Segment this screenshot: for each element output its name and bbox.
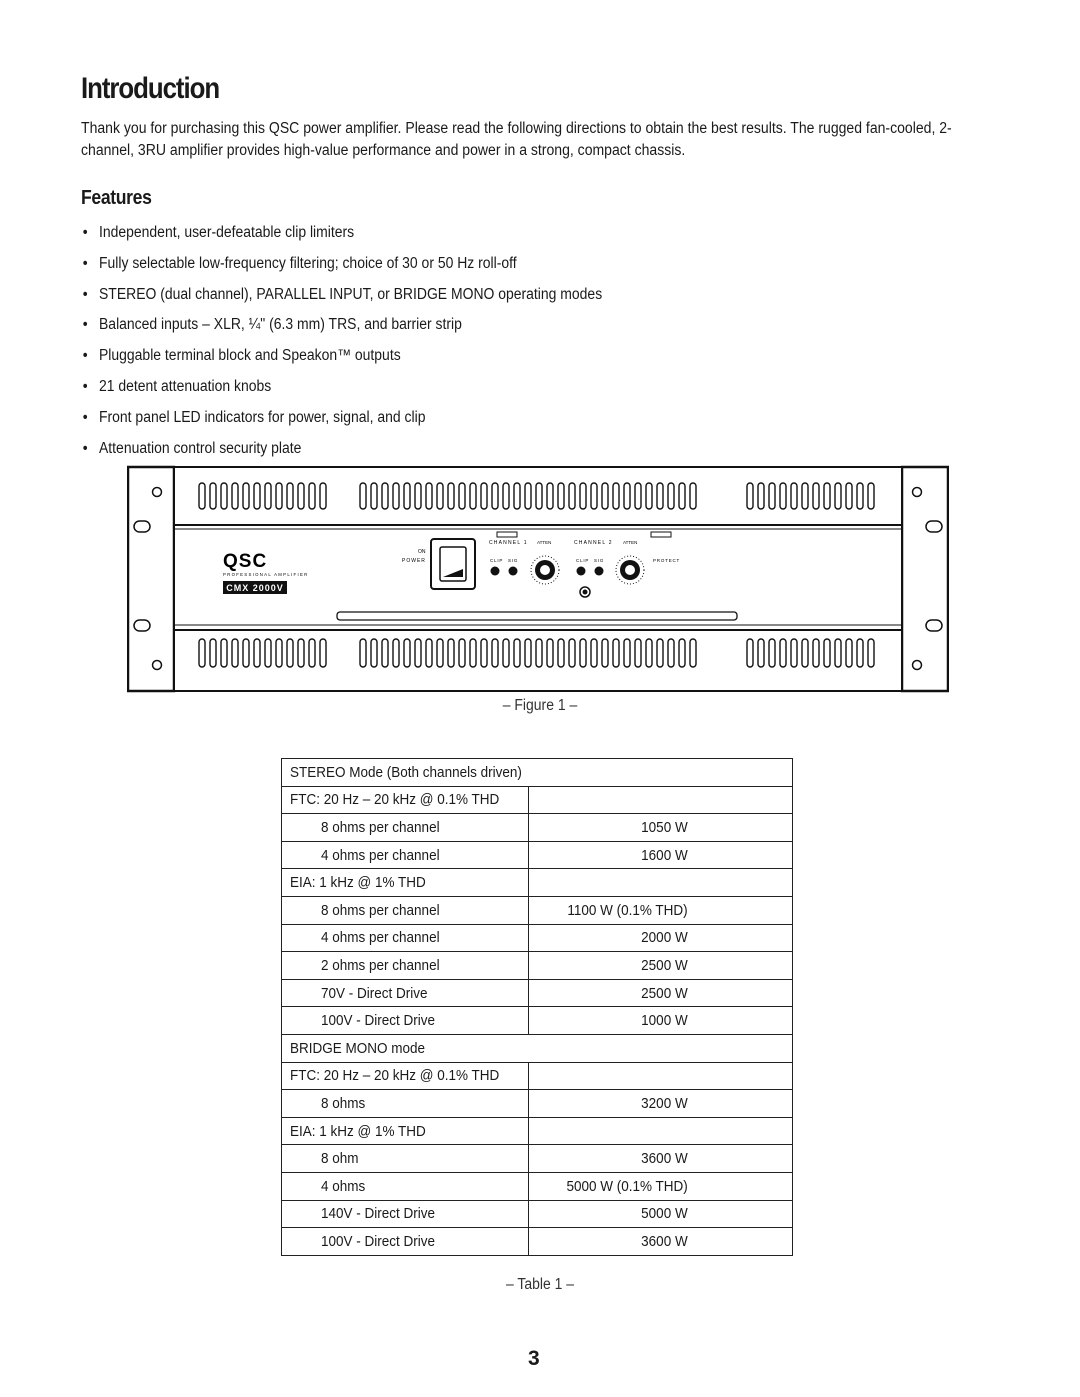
- vent-slot: [415, 483, 421, 509]
- vent-slot: [679, 639, 685, 667]
- vent-slot: [265, 639, 271, 667]
- vent-slot: [802, 639, 808, 667]
- vent-slot: [503, 483, 509, 509]
- vent-slot: [657, 483, 663, 509]
- clip-led-icon: [491, 567, 500, 576]
- table-row: [282, 979, 793, 1007]
- vent-slot: [780, 639, 786, 667]
- vent-slot: [393, 639, 399, 667]
- section-heading: STEREO Mode (Both channels driven): [282, 759, 793, 787]
- model-label: CMX 2000V: [226, 583, 284, 593]
- vent-slot: [635, 639, 641, 667]
- brand-logo: QSC: [223, 551, 268, 572]
- svg-text:CHANNEL 1: CHANNEL 1: [489, 540, 528, 546]
- vent-slot: [415, 639, 421, 667]
- vent-slot: [320, 639, 326, 667]
- vent-slot: [254, 639, 260, 667]
- vent-slot: [580, 639, 586, 667]
- vent-slot: [536, 483, 542, 509]
- table-section-header: [282, 759, 793, 787]
- empty-cell: [529, 869, 793, 897]
- svg-text:SIG: SIG: [508, 558, 519, 563]
- vent-slot: [747, 639, 753, 667]
- vent-slot: [492, 639, 498, 667]
- vent-slot: [382, 639, 388, 667]
- list-item: • 21 detent attenuation knobs: [81, 375, 602, 406]
- section-heading: BRIDGE MONO mode: [282, 1034, 793, 1062]
- condition-label: EIA: 1 kHz @ 1% THD: [282, 869, 529, 897]
- vent-slot: [393, 483, 399, 509]
- list-item: • Fully selectable low-frequency filtering; choice of 30 or 50 Hz roll-off: [81, 252, 602, 283]
- table-condition-row: [282, 869, 793, 897]
- load-label: 8 ohms: [282, 1090, 529, 1118]
- vent-slot: [437, 639, 443, 667]
- vent-slot: [780, 483, 786, 509]
- vent-slot: [309, 639, 315, 667]
- vent-slot: [569, 483, 575, 509]
- svg-text:POWER: POWER: [402, 558, 426, 564]
- vent-slot: [635, 483, 641, 509]
- vent-slot: [360, 639, 366, 667]
- list-item: • Attenuation control security plate: [81, 437, 602, 468]
- vent-slot: [232, 639, 238, 667]
- load-label: 8 ohm: [282, 1145, 529, 1173]
- svg-text:SIG: SIG: [594, 558, 605, 563]
- vent-slot: [624, 483, 630, 509]
- vent-slot: [320, 483, 326, 509]
- amplifier-figure: [127, 465, 949, 693]
- vent-slot: [668, 639, 674, 667]
- signal-led-icon: [509, 567, 518, 576]
- vent-slot: [536, 639, 542, 667]
- table-row: [282, 1090, 793, 1118]
- vent-slot: [657, 639, 663, 667]
- empty-cell: [529, 786, 793, 814]
- table-condition-row: [282, 1062, 793, 1090]
- table-row: [282, 924, 793, 952]
- table-row: [282, 1228, 793, 1256]
- vent-slot: [514, 639, 520, 667]
- vent-slot: [298, 639, 304, 667]
- load-label: 2 ohms per channel: [282, 952, 529, 980]
- vent-slot: [802, 483, 808, 509]
- condition-label: EIA: 1 kHz @ 1% THD: [282, 1117, 529, 1145]
- vent-slot: [547, 639, 553, 667]
- vent-slot: [481, 639, 487, 667]
- table-row: [282, 896, 793, 924]
- vent-slot: [298, 483, 304, 509]
- power-value: 2000 W: [529, 924, 793, 952]
- list-item: • Pluggable terminal block and Speakon™ outputs: [81, 344, 602, 375]
- front-handle: [337, 612, 737, 620]
- vent-slot: [835, 639, 841, 667]
- power-value: 2500 W: [529, 979, 793, 1007]
- svg-text:PROTECT: PROTECT: [653, 558, 681, 563]
- table-row: [282, 952, 793, 980]
- table-row: [282, 1145, 793, 1173]
- table-section-header: [282, 1034, 793, 1062]
- amplifier-front-panel: [127, 465, 949, 693]
- svg-text:ATTEN: ATTEN: [623, 540, 638, 545]
- vent-slot: [769, 483, 775, 509]
- vent-slot: [690, 483, 696, 509]
- vent-slot: [758, 639, 764, 667]
- left-rack-ear: [128, 467, 174, 691]
- features-list: [81, 221, 660, 467]
- vent-slot: [602, 639, 608, 667]
- vent-slot: [857, 483, 863, 509]
- vent-slot: [309, 483, 315, 509]
- vent-slot: [569, 639, 575, 667]
- list-item: • Front panel LED indicators for power, signal, and clip: [81, 406, 602, 437]
- vent-slot: [791, 639, 797, 667]
- vent-slot: [558, 483, 564, 509]
- vent-slot: [868, 639, 874, 667]
- vent-slot: [591, 639, 597, 667]
- vent-slot: [668, 483, 674, 509]
- vent-slot: [747, 483, 753, 509]
- vent-slot: [758, 483, 764, 509]
- svg-text:ATTEN: ATTEN: [537, 540, 552, 545]
- page-number: 3: [528, 1347, 540, 1370]
- vent-slot: [857, 639, 863, 667]
- power-value: 5000 W: [529, 1200, 793, 1228]
- vent-slot: [846, 483, 852, 509]
- vent-slot: [199, 483, 205, 509]
- vent-slot: [287, 483, 293, 509]
- vent-slot: [470, 639, 476, 667]
- vent-slot: [547, 483, 553, 509]
- vent-slot: [769, 639, 775, 667]
- list-item: • STEREO (dual channel), PARALLEL INPUT, or BRIDGE MONO operating modes: [81, 283, 602, 314]
- svg-text:CLIP: CLIP: [576, 558, 590, 563]
- table-row: [282, 1200, 793, 1228]
- vent-slot: [835, 483, 841, 509]
- vent-slot: [791, 483, 797, 509]
- power-value: 1050 W: [529, 814, 793, 842]
- svg-text:CHANNEL 2: CHANNEL 2: [574, 540, 613, 546]
- vent-slot: [824, 639, 830, 667]
- vent-slot: [371, 639, 377, 667]
- vent-slot: [868, 483, 874, 509]
- load-label: 100V - Direct Drive: [282, 1007, 529, 1035]
- vent-slot: [360, 483, 366, 509]
- vent-slot: [525, 639, 531, 667]
- vent-slot: [824, 483, 830, 509]
- vent-slot: [243, 639, 249, 667]
- vent-slot: [243, 483, 249, 509]
- load-label: 4 ohms per channel: [282, 841, 529, 869]
- vent-slot: [426, 483, 432, 509]
- vent-slot: [448, 483, 454, 509]
- load-label: 8 ohms per channel: [282, 814, 529, 842]
- load-label: 100V - Direct Drive: [282, 1228, 529, 1256]
- list-item: • Balanced inputs – XLR, ¼" (6.3 mm) TRS, and barrier strip: [81, 313, 602, 344]
- vent-slot: [459, 639, 465, 667]
- table-row: [282, 841, 793, 869]
- vent-slot: [624, 639, 630, 667]
- list-item: • Independent, user-defeatable clip limiters: [81, 221, 602, 252]
- vent-slot: [646, 639, 652, 667]
- load-label: 4 ohms per channel: [282, 924, 529, 952]
- vent-slot: [287, 639, 293, 667]
- power-value: 1000 W: [529, 1007, 793, 1035]
- spec-table: [281, 758, 793, 1256]
- vent-slot: [199, 639, 205, 667]
- vent-slot: [813, 639, 819, 667]
- load-label: 8 ohms per channel: [282, 896, 529, 924]
- table-row: [282, 1172, 793, 1200]
- condition-label: FTC: 20 Hz – 20 kHz @ 0.1% THD: [282, 1062, 529, 1090]
- vent-slot: [382, 483, 388, 509]
- vent-slot: [580, 483, 586, 509]
- vent-slot: [503, 639, 509, 667]
- svg-text:PROFESSIONAL AMPLIFIER: PROFESSIONAL AMPLIFIER: [223, 572, 309, 577]
- vent-slot: [210, 639, 216, 667]
- vent-slot: [276, 483, 282, 509]
- intro-paragraph: Thank you for purchasing this QSC power amplifier. Please read the following directions to obtain the best results. The rugged fan-cooled, 2-channel, 3RU amplifier provides high-value performance and power in a strong, compact chassis.: [81, 120, 952, 159]
- vent-slot: [232, 483, 238, 509]
- vent-slot: [210, 483, 216, 509]
- vent-slot: [646, 483, 652, 509]
- figure-caption: – Figure 1 –: [502, 697, 578, 714]
- table-caption: – Table 1 –: [505, 1276, 575, 1293]
- vent-slot: [276, 639, 282, 667]
- right-rack-ear: [902, 467, 948, 691]
- vent-slot: [221, 639, 227, 667]
- power-value: 1600 W: [529, 841, 793, 869]
- vent-slot: [679, 483, 685, 509]
- vent-slot: [448, 639, 454, 667]
- table-condition-row: [282, 786, 793, 814]
- vent-slot: [613, 483, 619, 509]
- vent-slot: [481, 483, 487, 509]
- power-value: 3200 W: [529, 1090, 793, 1118]
- vent-slot: [514, 483, 520, 509]
- vent-slot: [813, 483, 819, 509]
- svg-text:CLIP: CLIP: [490, 558, 504, 563]
- table-row: [282, 814, 793, 842]
- vent-slot: [558, 639, 564, 667]
- svg-text:ON: ON: [418, 549, 426, 555]
- vent-slot: [846, 639, 852, 667]
- load-label: 140V - Direct Drive: [282, 1200, 529, 1228]
- power-value: 5000 W (0.1% THD): [529, 1172, 793, 1200]
- clip-led-icon: [577, 567, 586, 576]
- vent-slot: [602, 483, 608, 509]
- page-title: Introduction: [81, 72, 220, 105]
- vent-slot: [492, 483, 498, 509]
- condition-label: FTC: 20 Hz – 20 kHz @ 0.1% THD: [282, 786, 529, 814]
- signal-led-icon: [595, 567, 604, 576]
- power-value: 3600 W: [529, 1228, 793, 1256]
- vent-slot: [470, 483, 476, 509]
- vent-slot: [690, 639, 696, 667]
- table-condition-row: [282, 1117, 793, 1145]
- power-value: 1100 W (0.1% THD): [529, 896, 793, 924]
- vent-slot: [437, 483, 443, 509]
- vent-slot: [265, 483, 271, 509]
- vent-slot: [613, 639, 619, 667]
- empty-cell: [529, 1117, 793, 1145]
- table-row: [282, 1007, 793, 1035]
- load-label: 4 ohms: [282, 1172, 529, 1200]
- vent-slot: [459, 483, 465, 509]
- empty-cell: [529, 1062, 793, 1090]
- features-heading: Features: [81, 187, 152, 209]
- vent-slot: [404, 483, 410, 509]
- load-label: 70V - Direct Drive: [282, 979, 529, 1007]
- power-value: 3600 W: [529, 1145, 793, 1173]
- vent-slot: [371, 483, 377, 509]
- vent-slot: [426, 639, 432, 667]
- vent-slot: [254, 483, 260, 509]
- power-value: 2500 W: [529, 952, 793, 980]
- vent-slot: [591, 483, 597, 509]
- vent-slot: [221, 483, 227, 509]
- vent-slot: [404, 639, 410, 667]
- vent-slot: [525, 483, 531, 509]
